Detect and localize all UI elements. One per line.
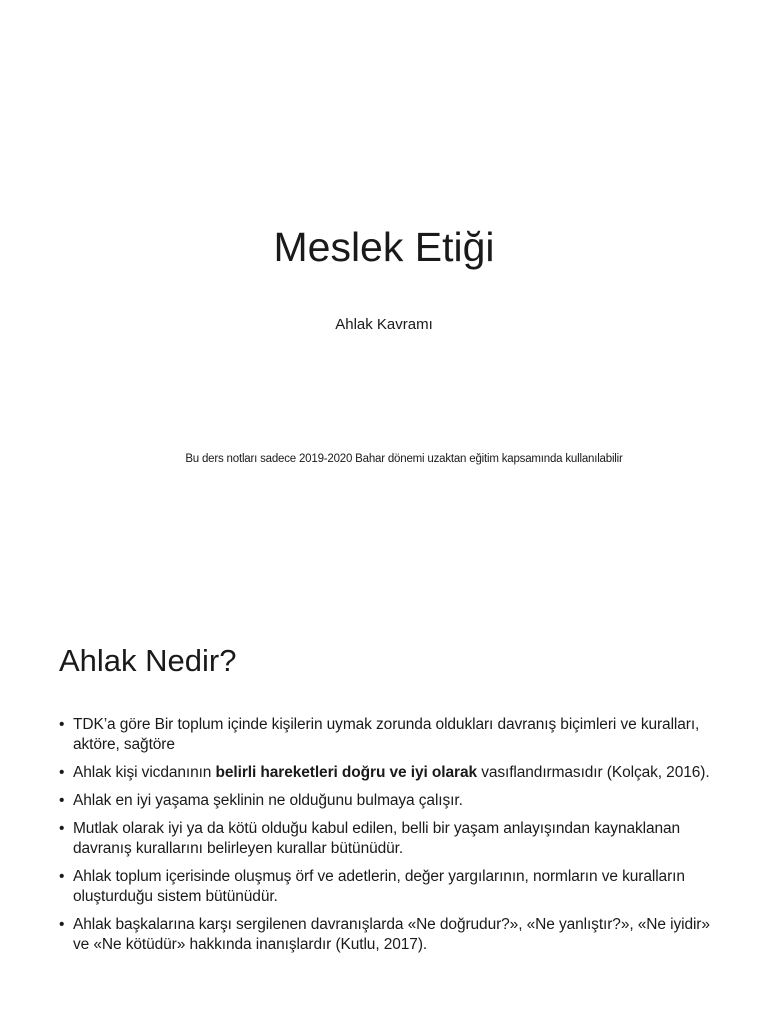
- bullet-text: Ahlak en iyi yaşama şeklinin ne olduğunu bulmaya çalışır.: [73, 792, 463, 809]
- bullet-item-system: [59, 867, 719, 907]
- bullet-icon: •: [59, 764, 65, 781]
- bullet-icon: •: [59, 716, 65, 733]
- bullet-text-bold: belirli hareketleri doğru ve iyi olarak: [215, 764, 477, 781]
- bullet-item-conscience: [59, 763, 719, 783]
- presentation-title: Meslek Etiği: [273, 224, 495, 270]
- bullet-icon: •: [59, 820, 65, 837]
- bullet-item-best-life: [59, 791, 719, 811]
- bullet-text-after: vasıflandırmasıdır (Kolçak, 2016).: [476, 764, 710, 781]
- content-slide: [0, 576, 768, 1024]
- presentation-subtitle: Ahlak Kavramı: [335, 316, 433, 333]
- bullet-text: Mutlak olarak iyi ya da kötü olduğu kabul edilen, belli bir yaşam anlayışından kaynaklanan davranış kurallarını belirleyen kurallar bütünüdür.: [73, 820, 681, 857]
- bullet-text: Ahlak toplum içerisinde oluşmuş örf ve adetlerin, değer yargılarının, normların ve kuralların oluşturduğu sistem bütünüdür.: [73, 868, 685, 905]
- bullet-text: Ahlak başkalarına karşı sergilenen davranışlarda «Ne doğrudur?», «Ne yanlıştır?», «Ne iyidir» ve «Ne kötüdür» hakkında inanışlardır (Kutlu, 2017).: [73, 916, 710, 953]
- bullet-item-tdk-definition: [59, 715, 719, 755]
- bullet-list: [59, 715, 719, 963]
- bullet-item-absolute-good: [59, 819, 719, 859]
- bullet-item-beliefs: [59, 915, 719, 955]
- bullet-text-before: Ahlak kişi vicdanının: [73, 764, 216, 781]
- bullet-text: TDK’a göre Bir toplum içinde kişilerin uymak zorunda oldukları davranış biçimleri ve kuralları, aktöre, sağtöre: [73, 716, 700, 753]
- bullet-icon: •: [59, 792, 65, 809]
- bullet-icon: •: [59, 868, 65, 885]
- bullet-icon: •: [59, 916, 65, 933]
- slide-heading: Ahlak Nedir?: [59, 643, 237, 678]
- usage-note: Bu ders notları sadece 2019-2020 Bahar dönemi uzaktan eğitim kapsamında kullanılabilir: [185, 453, 623, 465]
